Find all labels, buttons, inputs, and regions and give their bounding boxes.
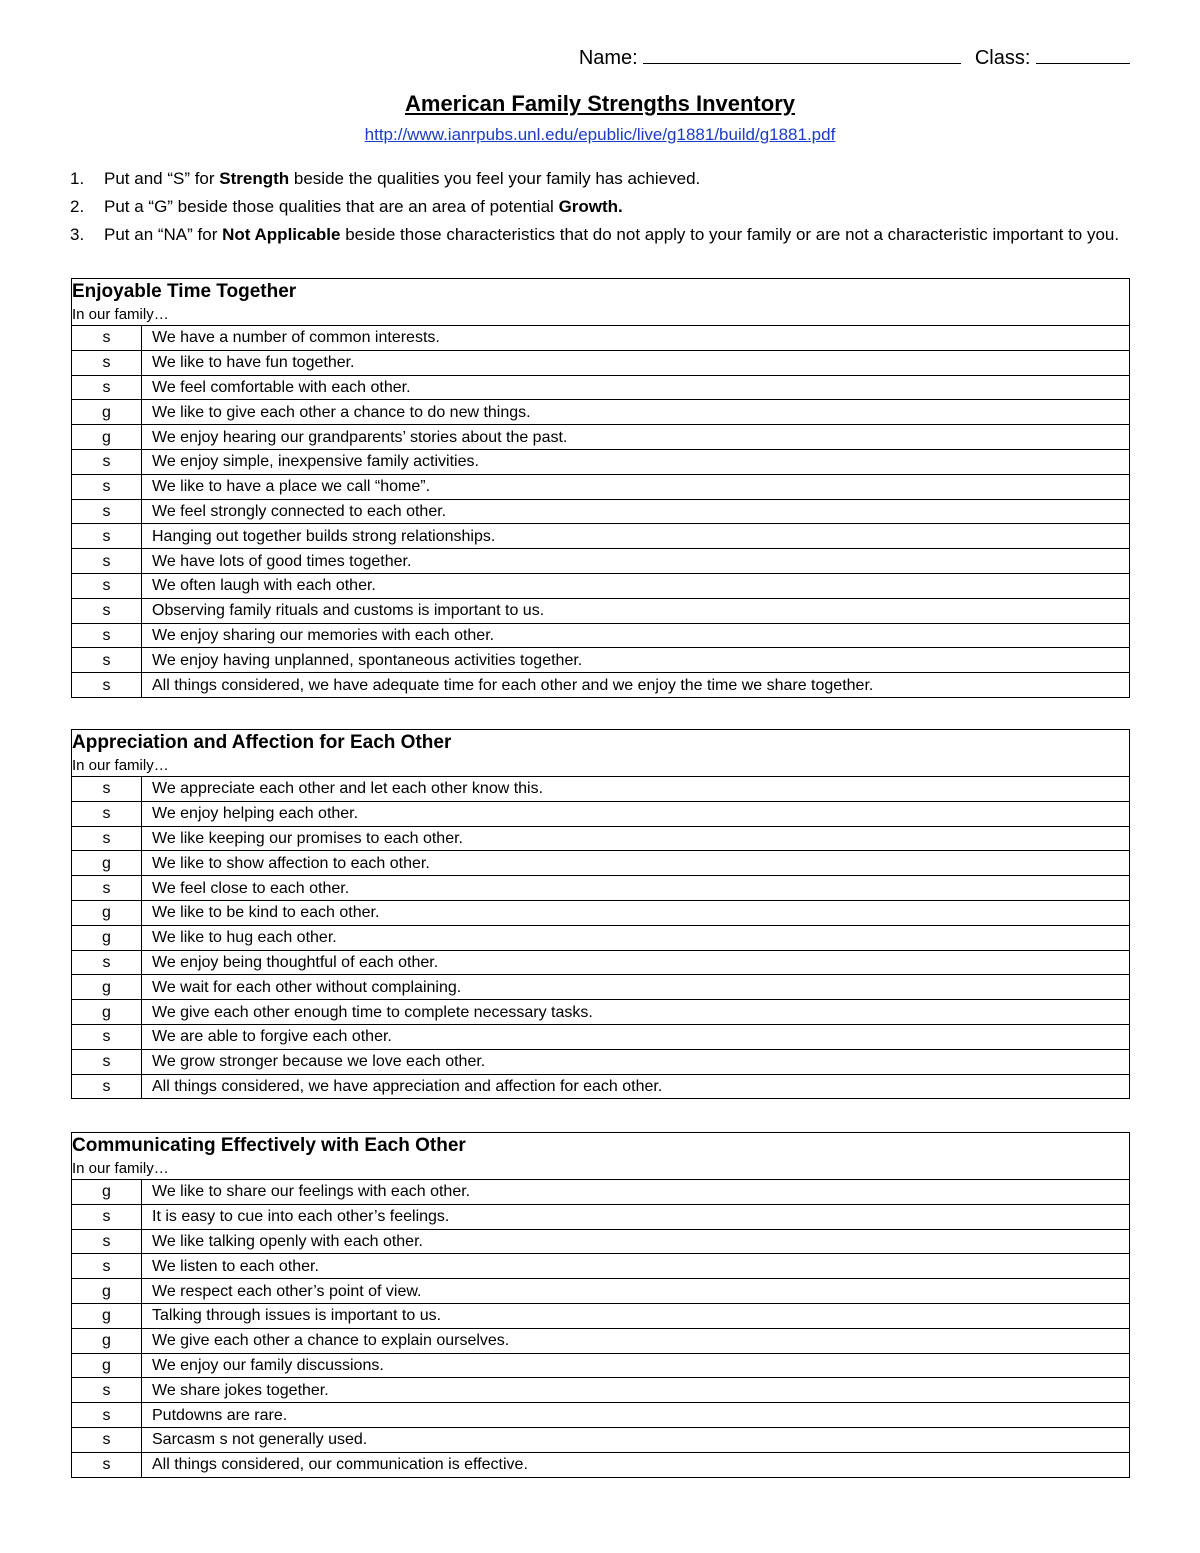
table-row — [72, 1000, 1130, 1025]
table-row — [72, 1024, 1130, 1049]
statement-cell: We like to hug each other. — [142, 925, 1130, 950]
table-row — [72, 1049, 1130, 1074]
statement-cell: We are able to forgive each other. — [142, 1024, 1130, 1049]
table-row — [72, 573, 1130, 598]
table-row — [72, 375, 1130, 400]
rating-cell[interactable]: s — [72, 648, 142, 673]
section-subtitle: In our family… — [72, 757, 169, 774]
table-row — [72, 1229, 1130, 1254]
instruction-number: 2. — [70, 197, 85, 216]
statement-cell: All things considered, our communication is effective. — [142, 1452, 1130, 1477]
section-title: Appreciation and Affection for Each Other — [72, 732, 452, 753]
rating-cell[interactable]: s — [72, 499, 142, 524]
table-row — [72, 826, 1130, 851]
rating-cell[interactable]: s — [72, 524, 142, 549]
rating-cell[interactable]: s — [72, 826, 142, 851]
statement-cell: We like keeping our promises to each other. — [142, 826, 1130, 851]
table-row — [72, 673, 1130, 698]
table-row — [72, 1427, 1130, 1452]
rating-cell[interactable]: g — [72, 425, 142, 450]
table-row — [72, 950, 1130, 975]
statement-cell: We enjoy our family discussions. — [142, 1353, 1130, 1378]
rating-cell[interactable]: g — [72, 400, 142, 425]
rating-cell[interactable]: g — [72, 925, 142, 950]
table-row — [72, 326, 1130, 351]
instruction-number: 3. — [70, 225, 85, 244]
rating-cell[interactable]: s — [72, 474, 142, 499]
table-row — [72, 449, 1130, 474]
page-title: American Family Strengths Inventory — [405, 91, 795, 116]
table-row — [72, 777, 1130, 802]
statement-cell: We have lots of good times together. — [142, 549, 1130, 574]
statement-cell: We enjoy having unplanned, spontaneous activities together. — [142, 648, 1130, 673]
statement-cell: We feel close to each other. — [142, 876, 1130, 901]
statement-cell: We appreciate each other and let each other know this. — [142, 777, 1130, 802]
instruction-text: Put a “G” beside those qualities that are an area of potential Growth. — [104, 197, 623, 216]
table-row — [72, 801, 1130, 826]
statement-cell: Talking through issues is important to us. — [142, 1303, 1130, 1328]
statement-cell: Putdowns are rare. — [142, 1403, 1130, 1428]
statement-cell: We grow stronger because we love each other. — [142, 1049, 1130, 1074]
instruction-number: 1. — [70, 169, 85, 188]
table-row — [72, 400, 1130, 425]
rating-cell[interactable]: g — [72, 900, 142, 925]
statement-cell: We feel strongly connected to each other. — [142, 499, 1130, 524]
section-header — [72, 730, 1130, 777]
table-row — [72, 425, 1130, 450]
class-label: Class: — [974, 47, 1031, 69]
statement-cell: We like to have fun together. — [142, 350, 1130, 375]
statement-cell: We give each other a chance to explain ourselves. — [142, 1328, 1130, 1353]
rating-cell[interactable]: g — [72, 1353, 142, 1378]
table-row — [72, 1204, 1130, 1229]
statement-cell: We enjoy sharing our memories with each other. — [142, 623, 1130, 648]
rating-cell[interactable]: g — [72, 1328, 142, 1353]
statement-cell: We feel comfortable with each other. — [142, 375, 1130, 400]
table-row — [72, 876, 1130, 901]
section-subtitle: In our family… — [72, 1160, 169, 1177]
statement-cell: All things considered, we have adequate time for each other and we enjoy the time we share together. — [142, 673, 1130, 698]
student-info-line — [0, 44, 1130, 71]
section-header — [72, 279, 1130, 326]
table-row — [72, 900, 1130, 925]
table-row — [72, 1452, 1130, 1477]
statement-cell: All things considered, we have appreciation and affection for each other. — [142, 1074, 1130, 1099]
rating-cell[interactable]: s — [72, 549, 142, 574]
table-row — [72, 350, 1130, 375]
table-row — [72, 1328, 1130, 1353]
statement-cell: We enjoy hearing our grandparents’ stories about the past. — [142, 425, 1130, 450]
table-row — [72, 1378, 1130, 1403]
table-row — [72, 1074, 1130, 1099]
class-blank[interactable] — [1036, 44, 1130, 64]
rating-cell[interactable]: g — [72, 1279, 142, 1304]
rating-cell[interactable]: s — [72, 375, 142, 400]
table-row — [72, 1254, 1130, 1279]
rating-cell[interactable]: s — [72, 1024, 142, 1049]
instruction-item — [70, 221, 1130, 249]
table-row — [72, 975, 1130, 1000]
rating-cell[interactable]: s — [72, 950, 142, 975]
rating-cell[interactable]: s — [72, 573, 142, 598]
rating-cell[interactable]: s — [72, 1427, 142, 1452]
rating-cell[interactable]: s — [72, 1378, 142, 1403]
rating-cell[interactable]: g — [72, 851, 142, 876]
statement-cell: We like talking openly with each other. — [142, 1229, 1130, 1254]
rating-cell[interactable]: s — [72, 326, 142, 351]
instruction-item — [70, 165, 1130, 193]
section-header — [72, 1133, 1130, 1180]
statement-cell: Sarcasm s not generally used. — [142, 1427, 1130, 1452]
rating-cell[interactable]: s — [72, 777, 142, 802]
rating-cell[interactable]: g — [72, 1303, 142, 1328]
rating-cell[interactable]: g — [72, 1000, 142, 1025]
table-row — [72, 499, 1130, 524]
rating-cell[interactable]: s — [72, 1074, 142, 1099]
rating-cell[interactable]: g — [72, 975, 142, 1000]
name-blank[interactable] — [643, 44, 961, 64]
instructions-list — [70, 165, 1130, 249]
rating-cell[interactable]: s — [72, 1254, 142, 1279]
statement-cell: We enjoy simple, inexpensive family activities. — [142, 449, 1130, 474]
table-row — [72, 598, 1130, 623]
table-row — [72, 1279, 1130, 1304]
table-row — [72, 1353, 1130, 1378]
rating-cell[interactable]: s — [72, 1229, 142, 1254]
statement-cell: We like to give each other a chance to do new things. — [142, 400, 1130, 425]
rating-cell[interactable]: s — [72, 350, 142, 375]
table-row — [72, 1403, 1130, 1428]
statement-cell: Observing family rituals and customs is important to us. — [142, 598, 1130, 623]
instruction-text: Put and “S” for Strength beside the qualities you feel your family has achieved. — [104, 169, 701, 188]
statement-cell: We respect each other’s point of view. — [142, 1279, 1130, 1304]
rating-cell[interactable]: s — [72, 1403, 142, 1428]
statement-cell: We like to share our feelings with each other. — [142, 1180, 1130, 1205]
rating-cell[interactable]: s — [72, 623, 142, 648]
rating-cell[interactable]: s — [72, 598, 142, 623]
table-row — [72, 549, 1130, 574]
statement-cell: We share jokes together. — [142, 1378, 1130, 1403]
rating-cell[interactable]: s — [72, 1049, 142, 1074]
statement-cell: We like to be kind to each other. — [142, 900, 1130, 925]
section-title: Enjoyable Time Together — [72, 281, 297, 302]
table-row — [72, 1303, 1130, 1328]
rating-cell[interactable]: s — [72, 1452, 142, 1477]
section-appreciation-table — [71, 729, 1130, 1099]
section-enjoyable-time-table — [71, 278, 1130, 698]
section-title: Communicating Effectively with Each Other — [72, 1135, 466, 1156]
rating-cell[interactable]: s — [72, 1204, 142, 1229]
table-row — [72, 623, 1130, 648]
name-label: Name: — [578, 47, 638, 69]
source-link[interactable]: http://www.ianrpubs.unl.edu/epublic/live/g1881/build/g1881.pdf — [364, 125, 836, 144]
section-communicating-table — [71, 1132, 1130, 1478]
statement-cell: We give each other enough time to complete necessary tasks. — [142, 1000, 1130, 1025]
table-row — [72, 474, 1130, 499]
section-subtitle: In our family… — [72, 306, 169, 323]
statement-cell: We have a number of common interests. — [142, 326, 1130, 351]
instruction-text: Put an “NA” for Not Applicable beside those characteristics that do not apply to your family or are not a characteristic important to you. — [104, 225, 1120, 244]
table-row — [72, 1180, 1130, 1205]
statement-cell: We often laugh with each other. — [142, 573, 1130, 598]
statement-cell: It is easy to cue into each other’s feelings. — [142, 1204, 1130, 1229]
table-row — [72, 524, 1130, 549]
statement-cell: We like to have a place we call “home”. — [142, 474, 1130, 499]
table-row — [72, 925, 1130, 950]
rating-cell[interactable]: s — [72, 449, 142, 474]
rating-cell[interactable]: s — [72, 876, 142, 901]
rating-cell[interactable]: s — [72, 801, 142, 826]
statement-cell: We wait for each other without complaining. — [142, 975, 1130, 1000]
table-row — [72, 851, 1130, 876]
statement-cell: Hanging out together builds strong relationships. — [142, 524, 1130, 549]
instruction-item — [70, 193, 1130, 221]
statement-cell: We enjoy being thoughtful of each other. — [142, 950, 1130, 975]
rating-cell[interactable]: s — [72, 673, 142, 698]
rating-cell[interactable]: g — [72, 1180, 142, 1205]
statement-cell: We like to show affection to each other. — [142, 851, 1130, 876]
statement-cell: We enjoy helping each other. — [142, 801, 1130, 826]
statement-cell: We listen to each other. — [142, 1254, 1130, 1279]
table-row — [72, 648, 1130, 673]
